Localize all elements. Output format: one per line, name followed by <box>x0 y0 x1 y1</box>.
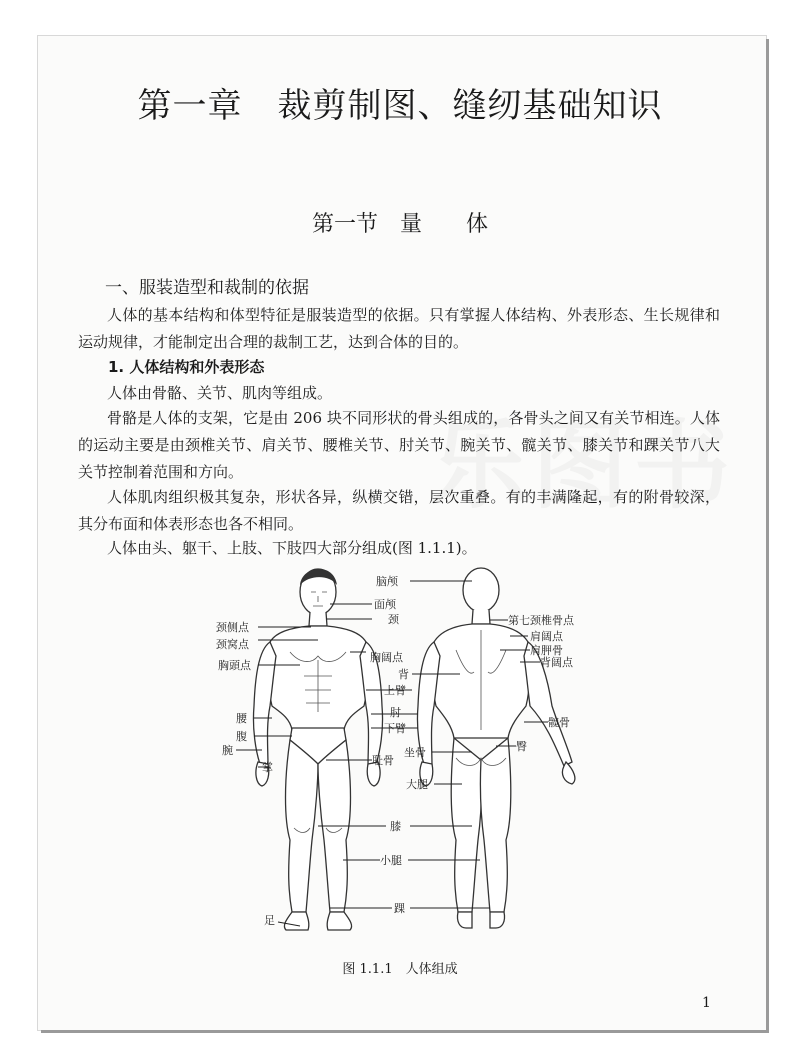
back-neck <box>472 610 490 624</box>
front-left-foot <box>284 912 308 930</box>
page-number: 1 <box>702 995 711 1011</box>
label-xiaotui: 小腿 <box>380 854 402 867</box>
label-naolu: 脑颅 <box>376 575 398 588</box>
label-jingwodian: 颈窝点 <box>216 638 249 651</box>
label-zhang: 掌 <box>262 761 273 774</box>
front-figure <box>253 569 382 930</box>
label-mianlu: 面颅 <box>374 598 396 611</box>
section-title: 第一节 量 体 <box>311 212 488 237</box>
label-jingcedian: 颈侧点 <box>216 621 249 634</box>
label-bei: 背 <box>398 668 409 681</box>
label-zuogu: 坐骨 <box>404 746 426 759</box>
paragraph-2: 人体由骨骼、关节、肌肉等组成。 <box>107 384 333 402</box>
label-shangbi: 上臂 <box>384 684 406 697</box>
label-xiabi: 下臂 <box>384 722 406 735</box>
figure-caption: 图 1.1.1 人体组成 <box>342 962 458 977</box>
label-jiankuodian: 肩阔点 <box>530 630 563 643</box>
label-yao: 腰 <box>236 712 247 725</box>
back-left-foot <box>457 912 472 928</box>
label-tun: 臀 <box>516 740 527 753</box>
paragraph-1: 人体的基本结构和体型特征是服装造型的依据。只有掌握人体结构、外表形态、生长规律和运动规律，才能制定出合理的裁制工艺，达到合体的目的。 <box>78 306 720 351</box>
label-datui: 大腿 <box>406 778 428 791</box>
label-xiongkuodian: 胸阔点 <box>370 651 403 664</box>
label-xi: 膝 <box>390 820 401 833</box>
back-right-leg <box>480 738 510 912</box>
label-fu: 腹 <box>236 730 247 743</box>
front-neck <box>309 612 327 626</box>
chapter-title: 第一章 裁剪制图、缝纫基础知识 <box>137 86 663 126</box>
label-qijingzhui: 第七颈椎骨点 <box>508 614 574 627</box>
back-right-hand <box>562 762 574 784</box>
back-left-leg <box>451 738 481 912</box>
label-chigu: 耻骨 <box>372 754 394 767</box>
label-kuangu: 髋骨 <box>548 716 570 729</box>
label-zu: 足 <box>264 914 275 927</box>
paragraph-4: 人体肌肉组织极其复杂，形状各异，纵横交错，层次重叠。有的丰满隆起，有的附骨较深，其分布面和体表形态也各不相同。 <box>78 488 720 533</box>
paragraph-3: 骨骼是人体的支架，它是由 206 块不同形状的骨头组成的，各骨头之间又有关节相连。人体的运动主要是由颈椎关节、肩关节、腰椎关节、肘关节、腕关节、髋关节、膝关节和踝关节八大关节控制着范围和方向。 <box>78 409 720 481</box>
front-left-leg <box>286 740 319 912</box>
back-right-foot <box>490 912 505 928</box>
subheading: 一、服装造型和裁制的依据 <box>105 278 309 298</box>
label-wan: 腕 <box>222 744 233 757</box>
paragraph-5: 人体由头、躯干、上肢、下肢四大部分组成(图 1.1.1)。 <box>107 539 477 557</box>
front-right-foot <box>327 912 351 930</box>
label-beikuodian: 背阔点 <box>540 656 573 669</box>
label-jing: 颈 <box>388 613 399 626</box>
numbered-heading: 1. 人体结构和外表形态 <box>108 358 265 376</box>
label-jianjiagu: 肩胛骨 <box>530 644 563 657</box>
back-head <box>463 568 499 612</box>
label-xiongtoudian: 胸頭点 <box>218 659 251 672</box>
label-zhou: 肘 <box>390 706 401 719</box>
label-huai: 踝 <box>394 902 405 915</box>
